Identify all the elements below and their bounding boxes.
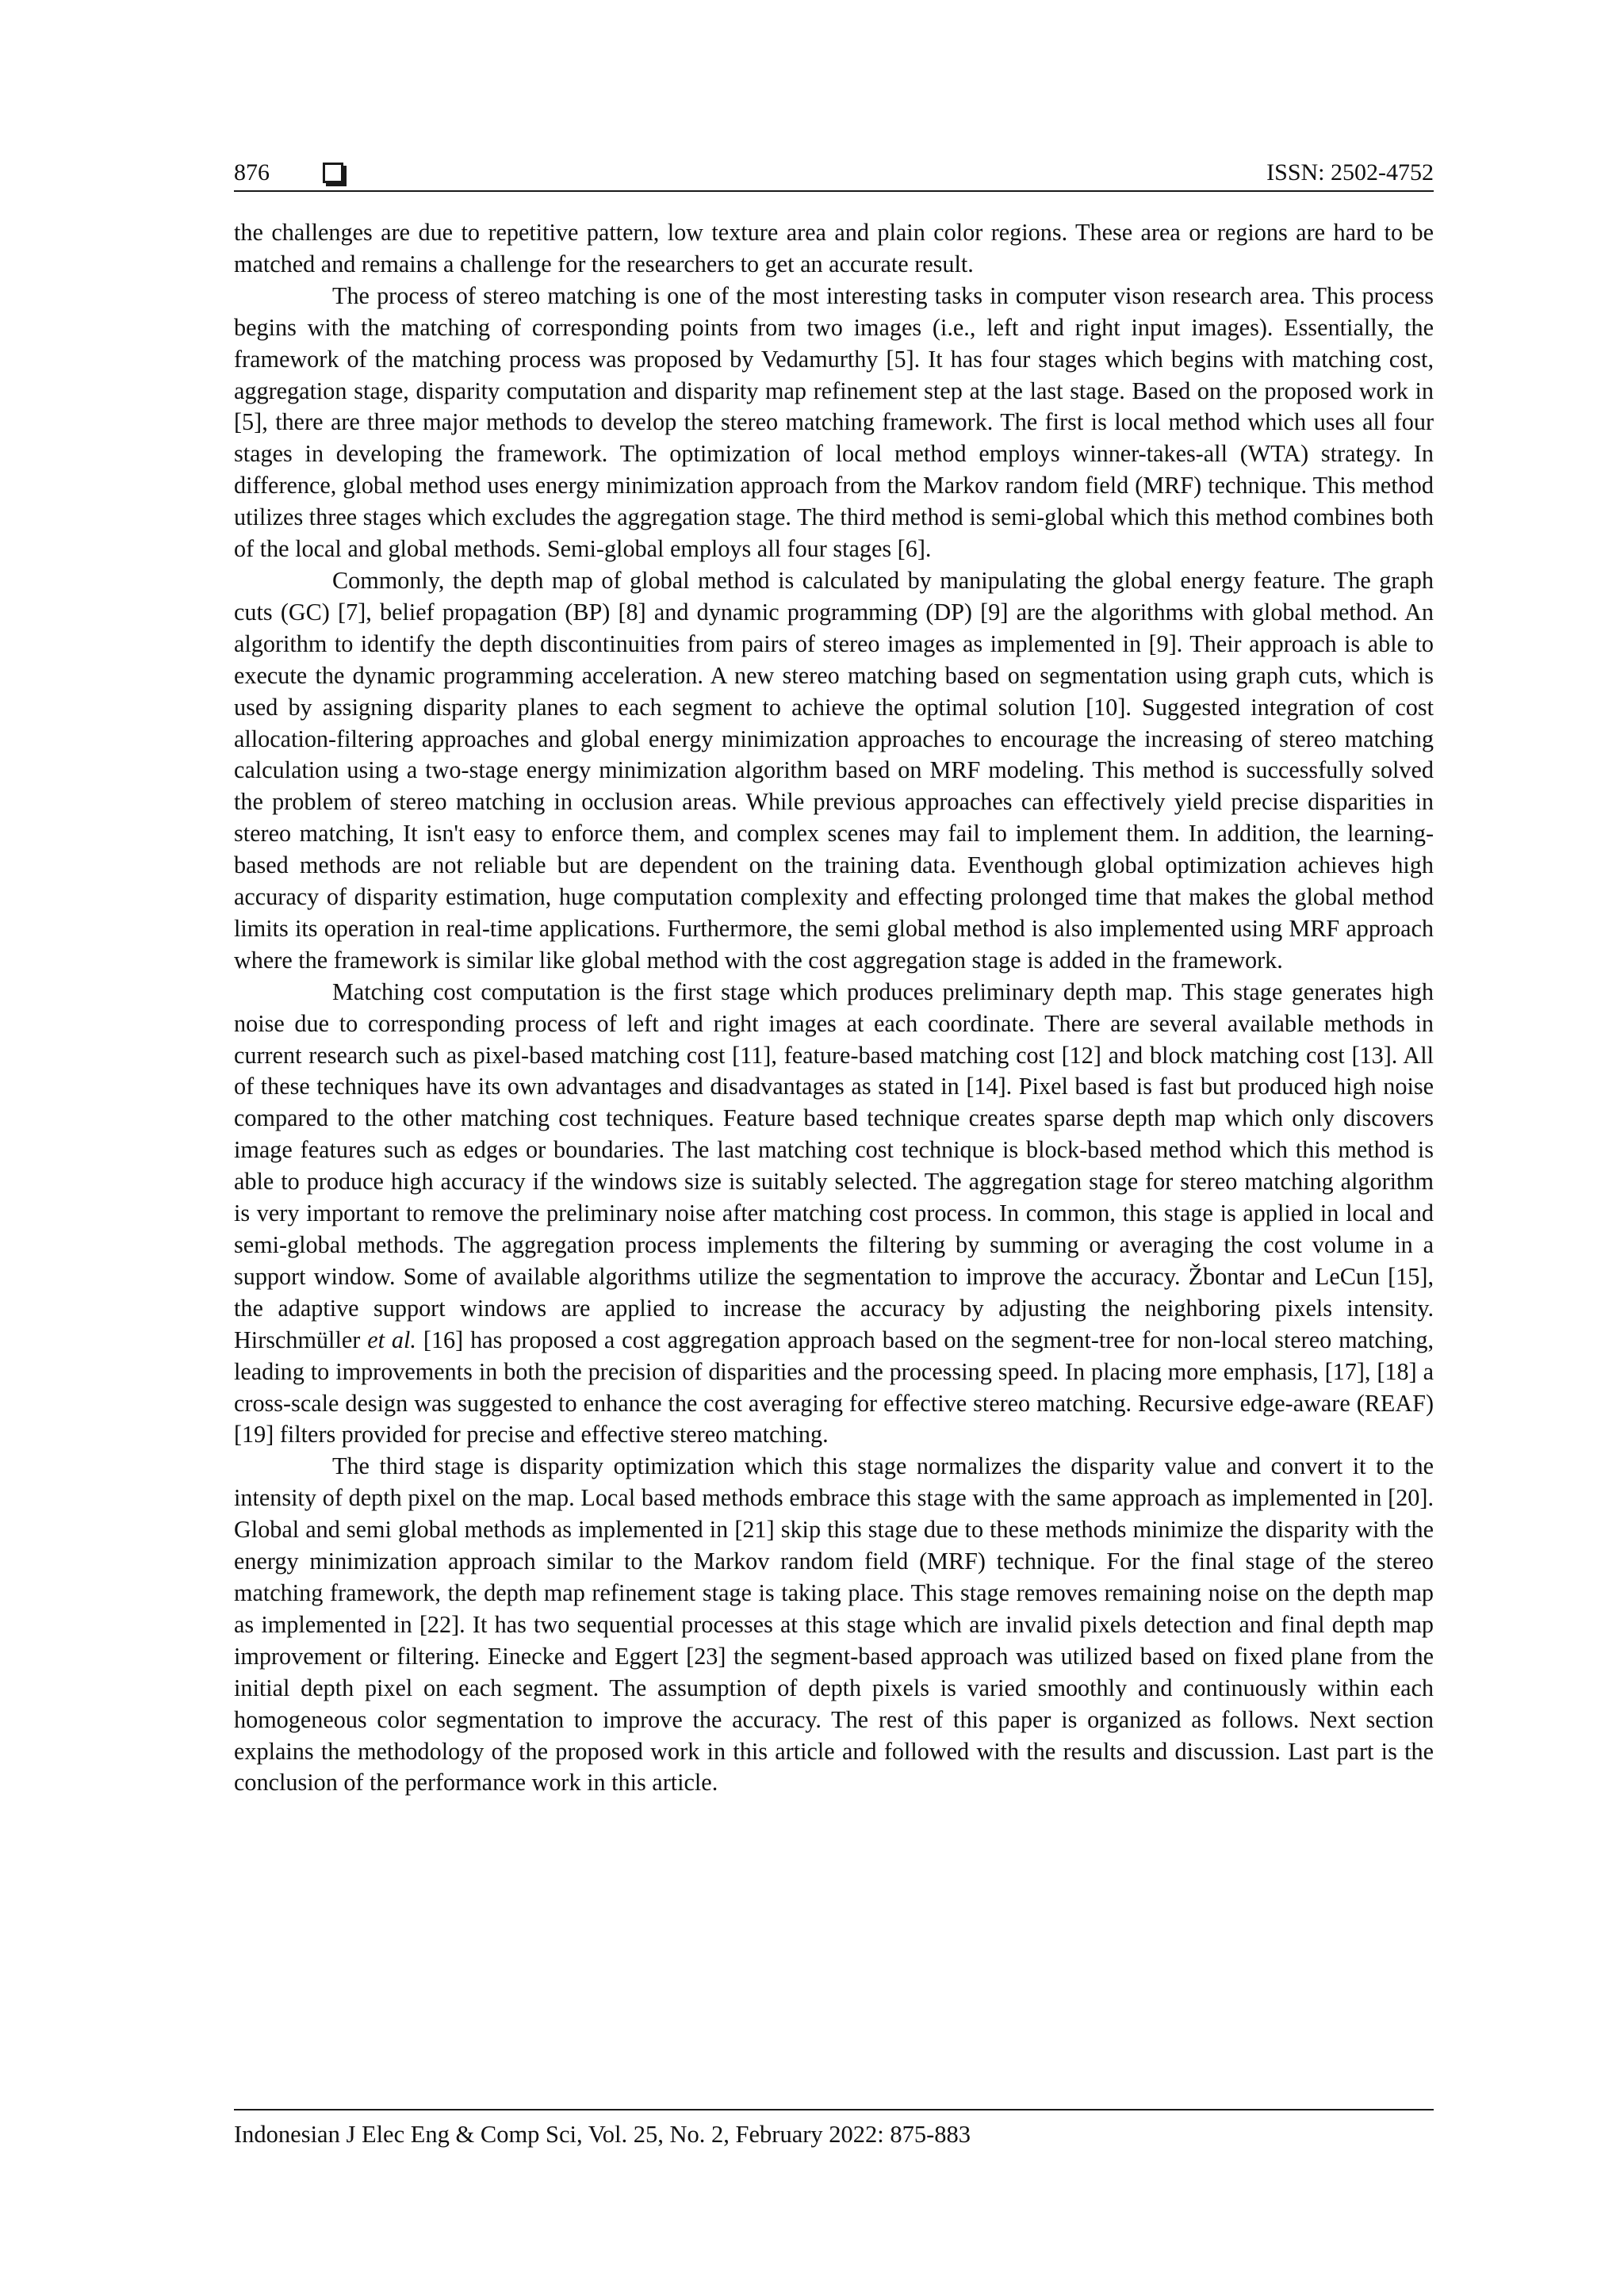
box-bullet-icon [323,163,343,183]
et-al-italic: et al. [367,1326,416,1353]
page-footer [234,2109,1434,2150]
page-number: 876 [234,159,270,186]
body-text [234,217,1434,1799]
journal-citation: Indonesian J Elec Eng & Comp Sci, Vol. 25, No. 2, February 2022: 875-883 [234,2121,971,2148]
page-header [234,155,1434,192]
paragraph-stereo-process: The process of stereo matching is one of the most interesting tasks in computer vison research area. This process begins with the matching of corresponding points from two images (i.e., left and right input images). Essentially, the framework of the matching process was proposed by Vedamurthy [5]. It has four stages which begins with matching cost, aggregation stage, disparity computation and disparity map refinement step at the last stage. Based on the proposed work in [5], there are three major methods to develop the stereo matching framework. The first is local method which uses all four stages in developing the framework. The optimization of local method employs winner-takes-all (WTA) strategy. In difference, global method uses energy minimization approach from the Markov random field (MRF) technique. This method utilizes three stages which excludes the aggregation stage. The third method is semi-global which this method combines both of the local and global methods. Semi-global employs all four stages [6]. [234,281,1434,563]
paragraph-matching-cost-part2: [16] has proposed a cost aggregation approach based on the segment-tree for non-local stereo matching, leading to improvements in both the precision of disparities and the processing speed. In placing more emphasis, [17], [18] a cross-scale design was suggested to enhance the cost averaging for effective stereo matching. Recursive edge-aware (REAF) [19] filters provided for precise and effective stereo matching. [234,1326,1434,1448]
paragraph-third-stage: The third stage is disparity optimization which this stage normalizes the disparity value and convert it to the intensity of depth pixel on the map. Local based methods embrace this stage with the same approach as implemented in [20]. Global and semi global methods as implemented in [21] skip this stage due to these methods minimize the disparity with the energy minimization approach similar to the Markov random field (MRF) technique. For the final stage of the stereo matching framework, the depth map refinement stage is taking place. This stage removes remaining noise on the depth map as implemented in [22]. It has two sequential processes at this stage which are invalid pixels detection and final depth map improvement or filtering. Einecke and Eggert [23] the segment-based approach was utilized based on fixed plane from the initial depth pixel on each segment. The assumption of depth pixels is varied smoothly and continuously within each homogeneous color segmentation to improve the accuracy. The rest of this paper is organized as follows. Next section explains the methodology of the proposed work in this article and followed with the results and discussion. Last part is the conclusion of the performance work in this article. [234,1452,1434,1797]
paragraph-continuation: the challenges are due to repetitive pattern, low texture area and plain color regions. These area or regions are hard to be matched and remains a challenge for the researchers to get an accurate result. [234,219,1434,277]
paragraph-global-method: Commonly, the depth map of global method is calculated by manipulating the global energy feature. The graph cuts (GC) [7], belief propagation (BP) [8] and dynamic programming (DP) [9] are the algorithms with global method. An algorithm to identify the depth discontinuities from pairs of stereo images as implemented in [9]. Their approach is able to execute the dynamic programming acceleration. A new stereo matching based on segmentation using graph cuts, which is used by assigning disparity planes to each segment to achieve the optimal solution [10]. Suggested integration of cost allocation-filtering approaches and global energy minimization approaches to encourage the increasing of stereo matching calculation using a two-stage energy minimization algorithm based on MRF modeling. This method is successfully solved the problem of stereo matching in occlusion areas. While previous approaches can effectively yield precise disparities in stereo matching, It isn't easy to enforce them, and complex scenes may fail to implement them. In addition, the learning-based methods are not reliable but are dependent on the training data. Eventhough global optimization achieves high accuracy of disparity estimation, huge computation complexity and effecting prolonged time that makes the global method limits its operation in real-time applications. Furthermore, the semi global method is also implemented using MRF approach where the framework is similar like global method with the cost aggregation stage is added in the framework. [234,566,1434,974]
paragraph-matching-cost-part1: Matching cost computation is the first stage which produces preliminary depth map. This stage generates high noise due to corresponding process of left and right images at each coordinate. There are several available methods in current research such as pixel-based matching cost [11], feature-based matching cost [12] and block matching cost [13]. All of these techniques have its own advantages and disadvantages as stated in [14]. Pixel based is fast but produced high noise compared to the other matching cost techniques. Feature based technique creates sparse depth map which only discovers image features such as edges or boundaries. The last matching cost technique is block-based method which this method is able to produce high accuracy if the windows size is suitably selected. The aggregation stage for stereo matching algorithm is very important to remove the preliminary noise after matching cost process. In common, this stage is applied in local and semi-global methods. The aggregation process implements the filtering by summing or averaging the cost volume in a support window. Some of available algorithms utilize the segmentation to improve the accuracy. Žbontar and LeCun [15], the adaptive support windows are applied to increase the accuracy by adjusting the neighboring pixels intensity. Hirschmüller [234,978,1434,1353]
paragraph-matching-cost [234,977,1434,1452]
issn-label: ISSN: 2502-4752 [1266,159,1434,186]
